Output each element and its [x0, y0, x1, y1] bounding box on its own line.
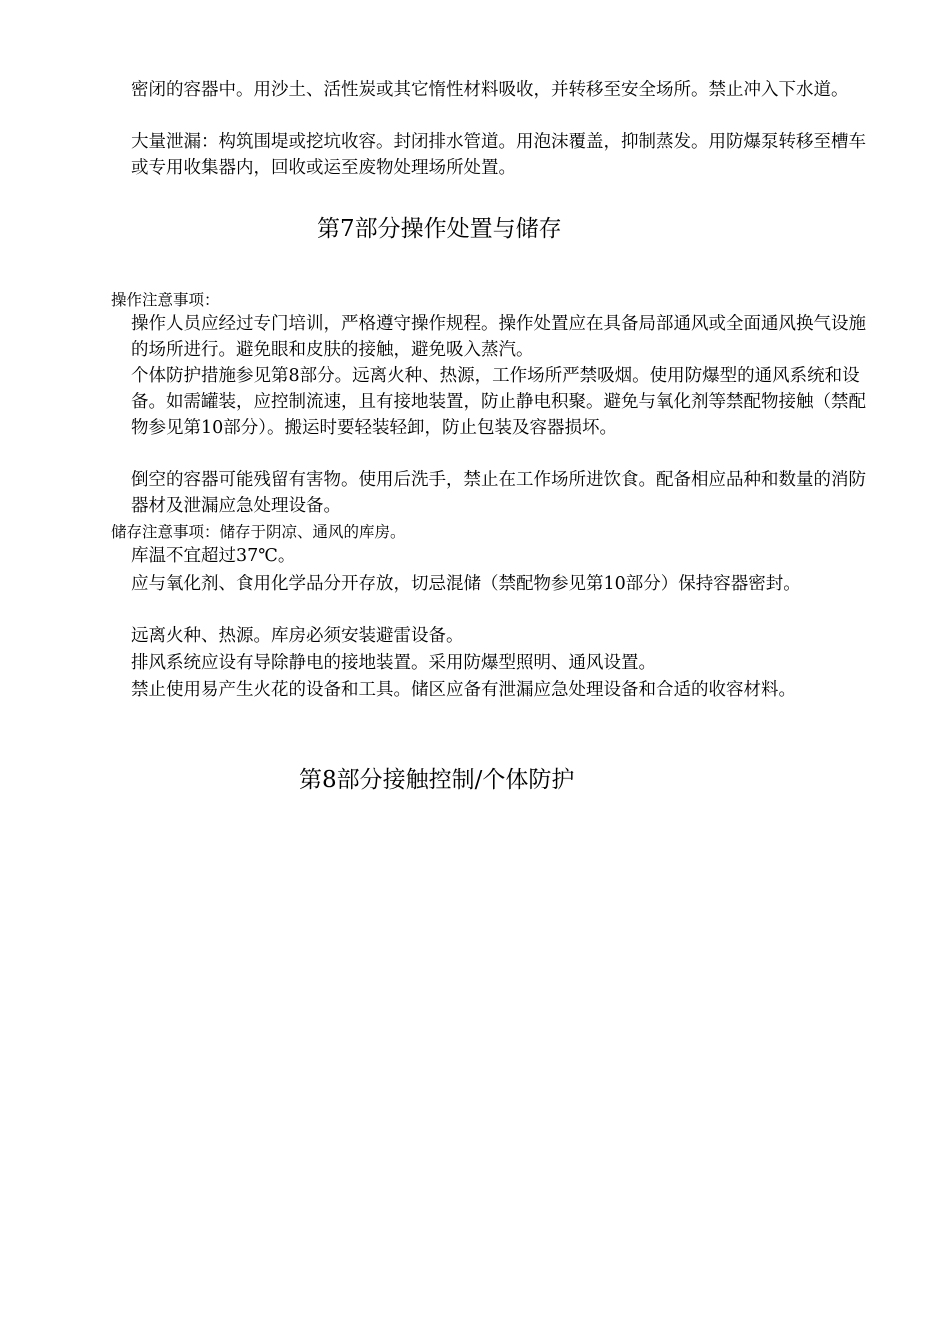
leak-text-paragraph: 密闭的容器中。用沙土、活性炭或其它惰性材料吸收，并转移至安全场所。禁止冲入下水道。 [131, 80, 849, 100]
handling-label: 操作注意事项： [111, 291, 220, 309]
storage-paragraph: 排风系统应设有导除静电的接地装置。采用防爆型照明、通风设置。 [131, 653, 656, 673]
storage-paragraph: 库温不宜超过37℃。 [131, 546, 296, 566]
handling-paragraph: 个体防护措施参见第8部分。远离火种、热源，工作场所严禁吸烟。使用防爆型的通风系统和设备。如需罐装，应控制流速，且有接地装置，防止静电积聚。避免与氧化剂等禁配物接触（禁配物参见第10部分）。搬运时要轻装轻卸，防止包装及容器损坏。 [131, 366, 866, 438]
storage-paragraph: 应与氧化剂、食用化学品分开存放，切忌混储（禁配物参见第10部分）保持容器密封。 [131, 574, 801, 594]
section-8-heading: 第8部分接触控制/个体防护 [299, 767, 575, 793]
handling-paragraph: 倒空的容器可能残留有害物。使用后洗手，禁止在工作场所进饮食。配备相应品种和数量的消防器材及泄漏应急处理设备。 [131, 470, 866, 516]
storage-paragraph: 禁止使用易产生火花的设备和工具。储区应备有泄漏应急处理设备和合适的收容材料。 [131, 680, 796, 700]
storage-paragraph: 远离火种、热源。库房必须安装避雷设备。 [131, 626, 464, 646]
section-7-heading: 第7部分操作处置与储存 [317, 216, 562, 242]
handling-paragraph: 操作人员应经过专门培训，严格遵守操作规程。操作处置应在具备局部通风或全面通风换气设施的场所进行。避免眼和皮肤的接触，避免吸入蒸汽。 [131, 314, 866, 360]
storage-label: 储存注意事项：储存于阴凉、通风的库房。 [111, 523, 406, 541]
large-leak-paragraph: 大量泄漏：构筑围堤或挖坑收容。封闭排水管道。用泡沫覆盖，抑制蒸发。用防爆泵转移至槽车或专用收集器内，回收或运至废物处理场所处置。 [131, 132, 866, 178]
